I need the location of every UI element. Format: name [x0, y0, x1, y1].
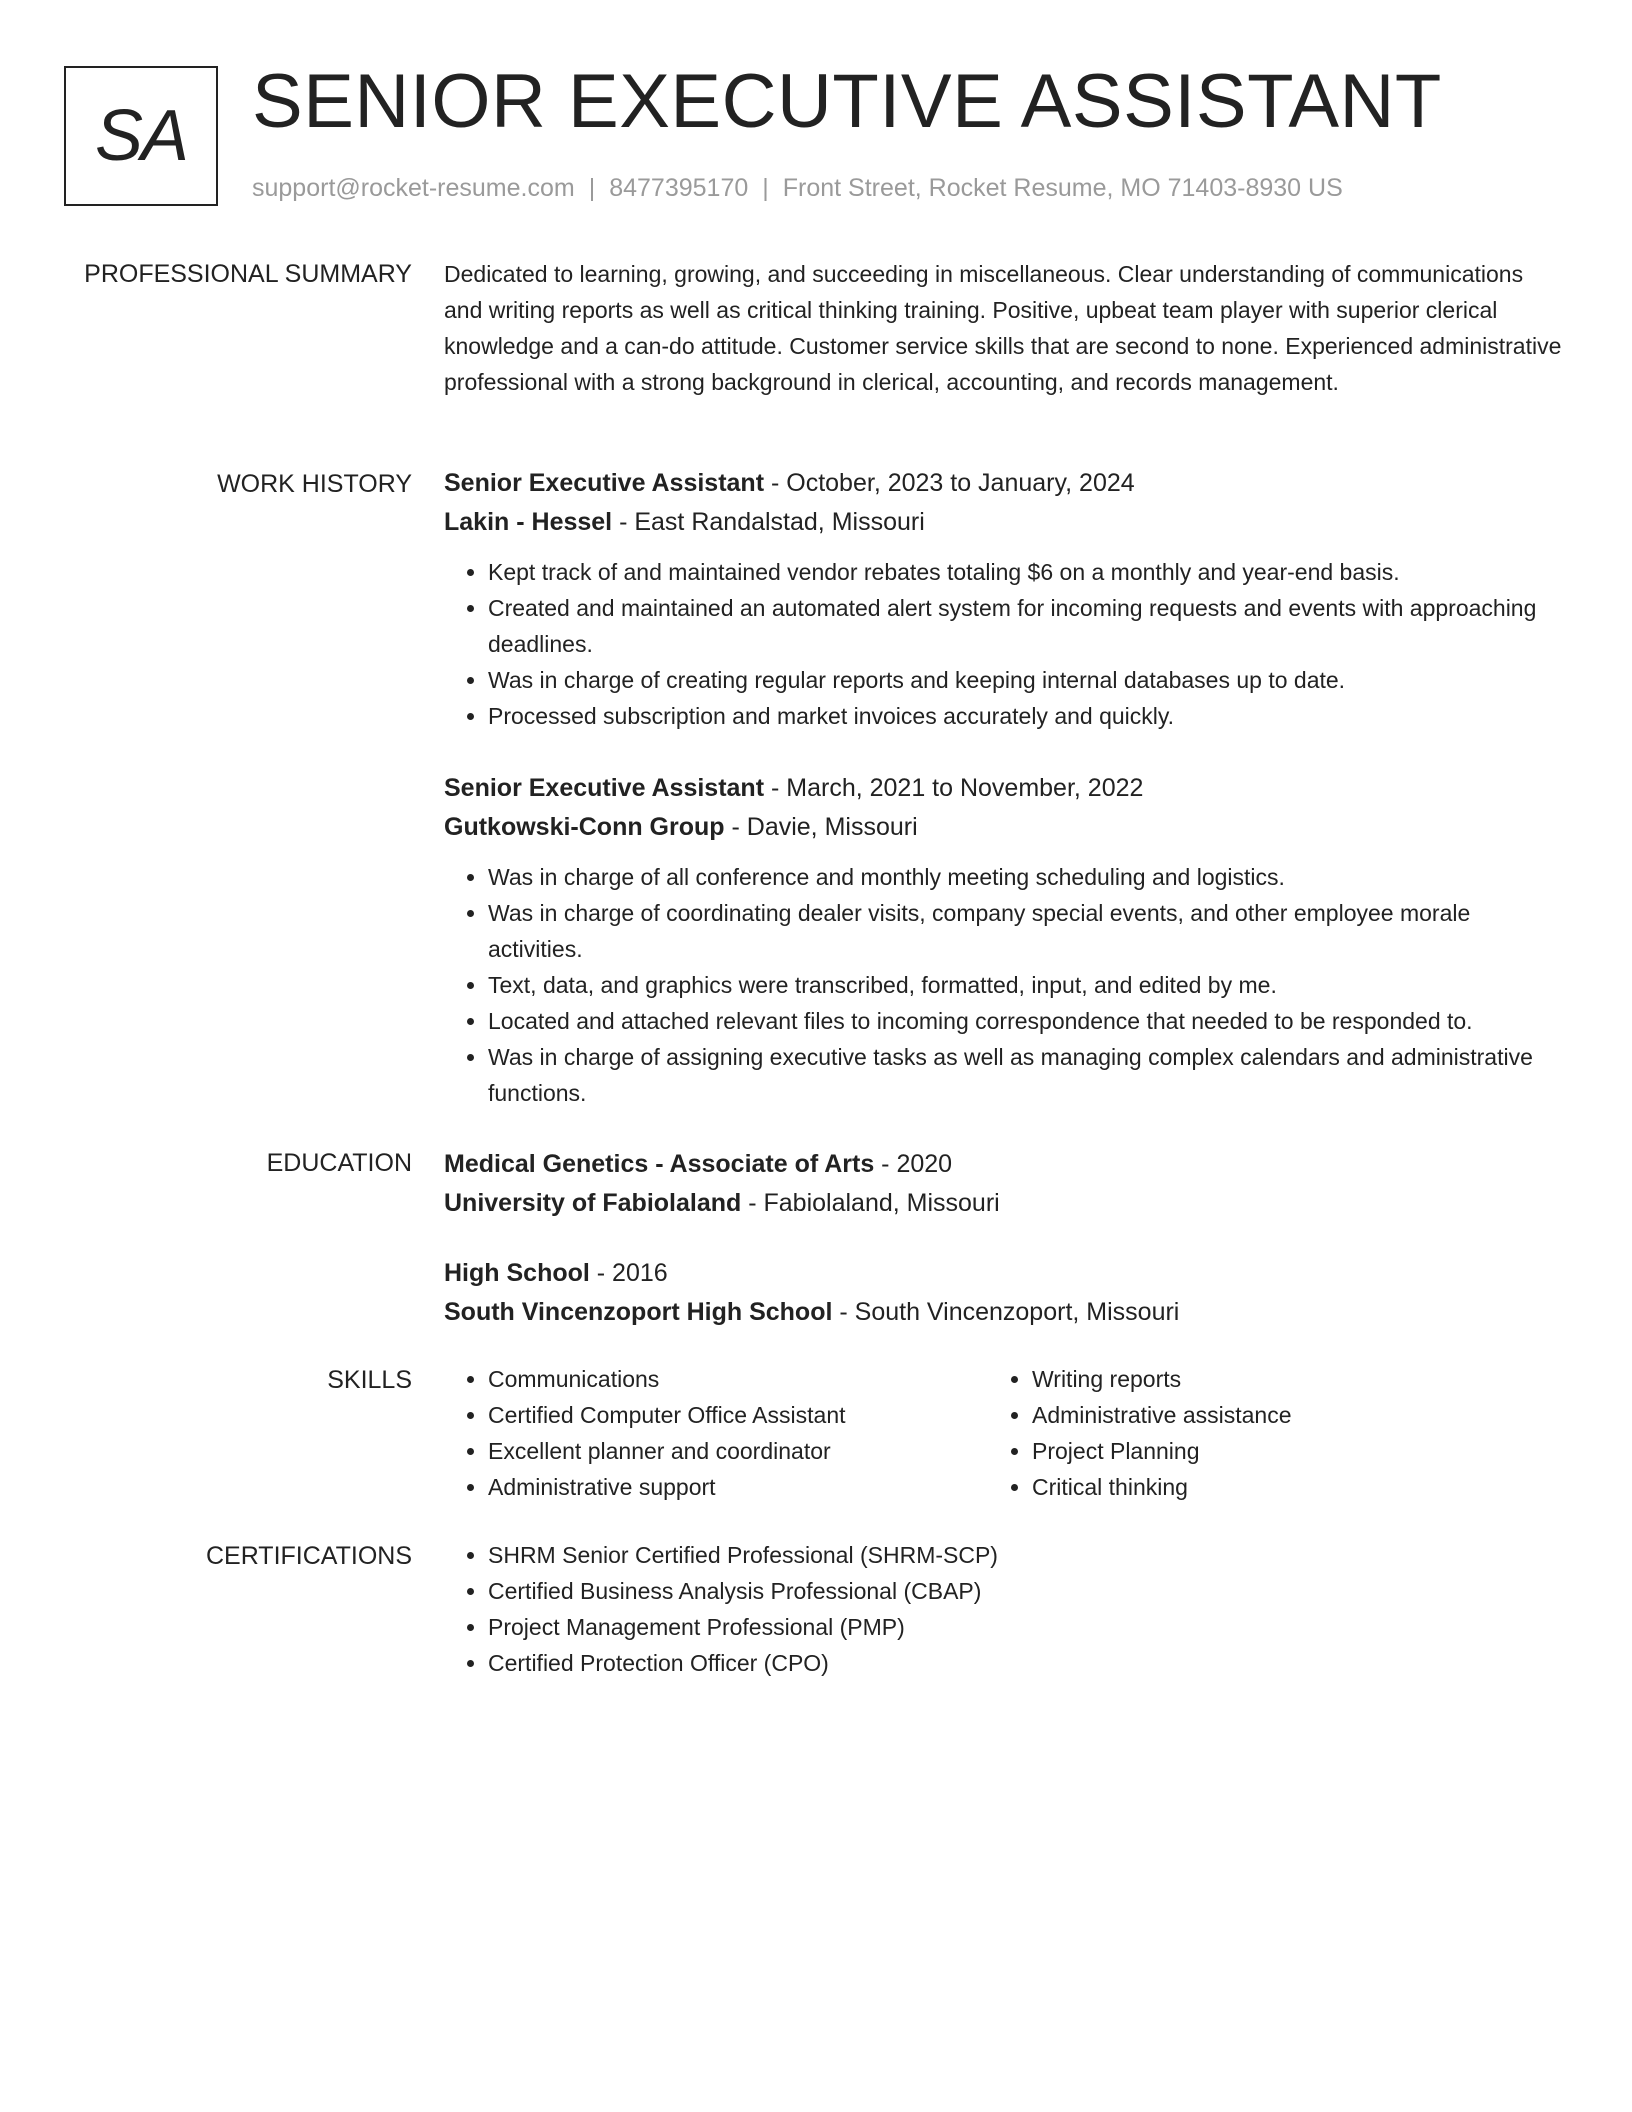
certification-item: • SHRM Senior Certified Professional (SHRM-SCP) — [488, 1537, 1564, 1573]
certifications-heading: CERTIFICATIONS — [205, 1542, 412, 1570]
job-bullet: • Kept track of and maintained vendor rebates totaling $6 on a monthly and year-end basis. — [488, 554, 1564, 590]
degree-year: - 2016 — [589, 1259, 668, 1287]
degree-line — [444, 1254, 1564, 1293]
job-company-line — [444, 503, 1564, 542]
job-bullet: • Was in charge of creating regular reports and keeping internal databases up to date. — [488, 662, 1564, 698]
skill-item: • Certified Computer Office Assistant — [488, 1397, 988, 1433]
monogram-initials: SA — [94, 96, 188, 176]
school-location: - Fabiolaland, Missouri — [741, 1189, 1000, 1217]
skills-column — [444, 1361, 988, 1505]
certification-item: • Certified Protection Officer (CPO) — [488, 1645, 1564, 1681]
job-bullets — [444, 859, 1564, 1111]
resume-title: SENIOR EXECUTIVE ASSISTANT — [252, 59, 1442, 144]
degree-name: Medical Genetics - Associate of Arts — [444, 1150, 875, 1178]
skills-column — [988, 1361, 1532, 1505]
skill-item: • Critical thinking — [1032, 1469, 1532, 1505]
degree-year: - 2020 — [874, 1150, 953, 1178]
education-entry — [444, 1254, 1564, 1332]
job-dates: - March, 2021 to November, 2022 — [764, 774, 1144, 802]
skill-item: • Excellent planner and coordinator — [488, 1433, 988, 1469]
job-title: Senior Executive Assistant — [444, 774, 765, 802]
skills-section — [444, 1361, 1564, 1505]
school-location: - South Vincenzoport, Missouri — [832, 1298, 1180, 1326]
job-title-line — [444, 769, 1564, 808]
job-bullet: • Located and attached relevant files to incoming correspondence that needed to be responded to. — [488, 1003, 1564, 1039]
contact-line — [252, 172, 1343, 204]
job-bullet: • Text, data, and graphics were transcribed, formatted, input, and edited by me. — [488, 967, 1564, 1003]
job-bullet: • Was in charge of all conference and monthly meeting scheduling and logistics. — [488, 859, 1564, 895]
education-entry — [444, 1145, 1564, 1223]
contact-email[interactable]: support@rocket-resume.com — [252, 174, 575, 202]
job-bullets — [444, 554, 1564, 734]
job-bullet: • Processed subscription and market invoices accurately and quickly. — [488, 698, 1564, 734]
degree-line — [444, 1145, 1564, 1184]
skill-item: • Communications — [488, 1361, 988, 1397]
degree-name: High School — [444, 1259, 590, 1287]
summary-section — [444, 256, 1564, 400]
job-dates: - October, 2023 to January, 2024 — [764, 469, 1135, 497]
monogram-logo — [64, 66, 218, 206]
contact-separator: | — [762, 174, 769, 202]
certifications-section — [444, 1537, 1564, 1681]
school-name: University of Fabiolaland — [444, 1189, 742, 1217]
skill-item: • Administrative assistance — [1032, 1397, 1532, 1433]
certification-item: • Project Management Professional (PMP) — [488, 1609, 1564, 1645]
job-company: Lakin - Hessel — [444, 508, 613, 536]
skill-item: • Project Planning — [1032, 1433, 1532, 1469]
certifications-list — [444, 1537, 1564, 1681]
summary-text: Dedicated to learning, growing, and succeeding in miscellaneous. Clear understanding of communications and writing reports as well as critical thinking training. Positive, upbeat team player with superior clerical knowledge and a can-do attitude. Customer service skills that are second to none. Experienced administrative professional with a strong background in clerical, accounting, and records management. — [444, 261, 1562, 395]
summary-heading: PROFESSIONAL SUMMARY — [84, 260, 412, 288]
job-bullet: • Created and maintained an automated alert system for incoming requests and events with approaching deadlines. — [488, 590, 1564, 662]
skill-item: • Writing reports — [1032, 1361, 1532, 1397]
school-line — [444, 1293, 1564, 1332]
job-title: Senior Executive Assistant — [444, 469, 765, 497]
contact-separator: | — [588, 174, 596, 202]
skills-grid — [444, 1361, 1564, 1505]
school-name: South Vincenzoport High School — [444, 1298, 833, 1326]
skill-item: • Administrative support — [488, 1469, 988, 1505]
school-line — [444, 1184, 1564, 1223]
job-location: - East Randalstad, Missouri — [612, 508, 925, 536]
job-entry — [444, 769, 1564, 1111]
job-title-line — [444, 464, 1564, 503]
education-heading: EDUCATION — [266, 1149, 412, 1177]
job-entry — [444, 464, 1564, 734]
job-bullet: • Was in charge of coordinating dealer visits, company special events, and other employee morale activities. — [488, 895, 1564, 967]
job-location: - Davie, Missouri — [724, 813, 918, 841]
job-bullet: • Was in charge of assigning executive tasks as well as managing complex calendars and administrative functions. — [488, 1039, 1564, 1111]
contact-phone[interactable]: 8477395170 — [609, 174, 749, 202]
work-history-heading: WORK HISTORY — [217, 470, 412, 498]
certification-item: • Certified Business Analysis Professional (CBAP) — [488, 1573, 1564, 1609]
contact-address: Front Street, Rocket Resume, MO 71403-8930 US — [782, 174, 1343, 202]
job-company: Gutkowski-Conn Group — [444, 813, 725, 841]
skills-heading: SKILLS — [327, 1366, 412, 1394]
job-company-line — [444, 808, 1564, 847]
